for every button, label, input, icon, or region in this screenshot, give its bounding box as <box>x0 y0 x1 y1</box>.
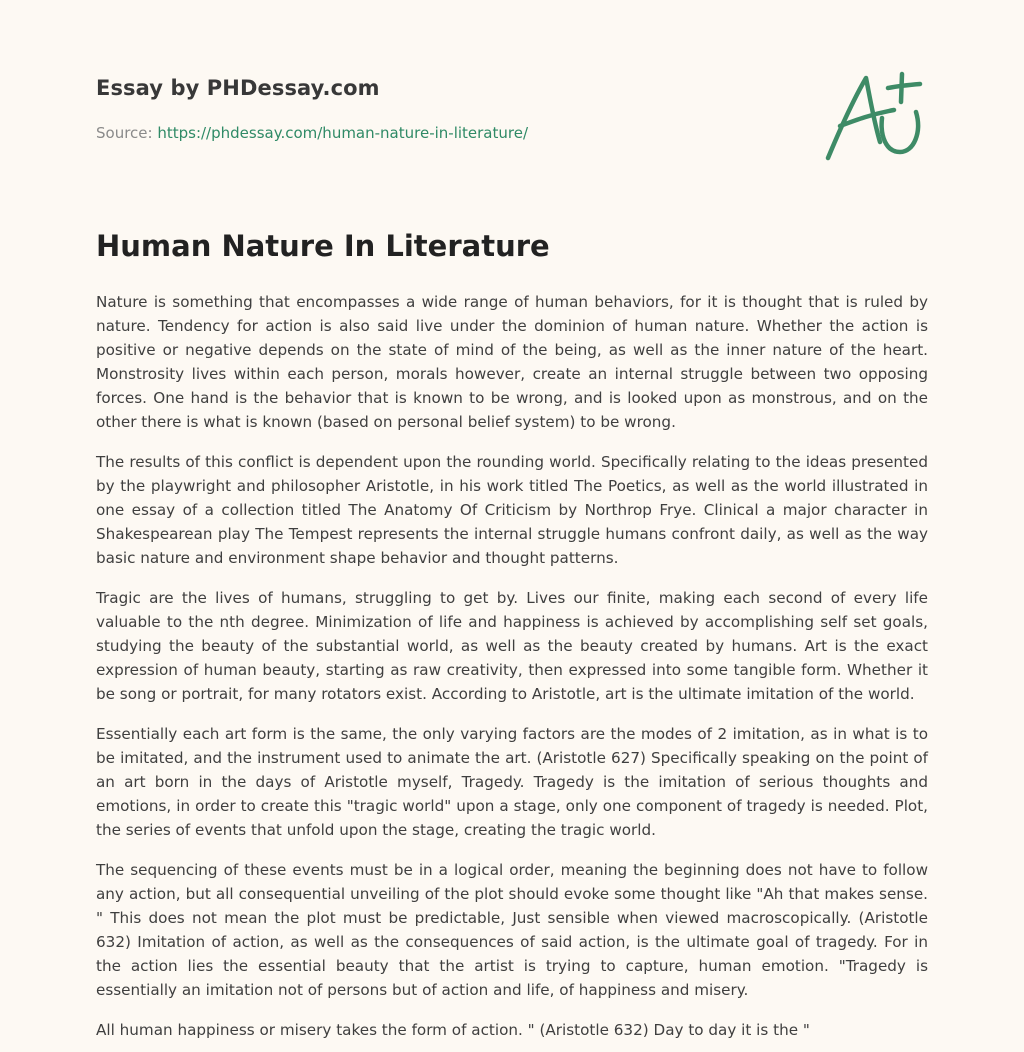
a-plus-logo-icon <box>824 68 928 164</box>
source-link[interactable]: https://phdessay.com/human-nature-in-literature/ <box>157 124 529 142</box>
source-label: Source: <box>96 124 158 142</box>
essay-paragraph: The results of this conflict is dependent upon the rounding world. Specifically relating to the ideas presented by the playwright and philosopher Aristotle, in his work titled The Poetics, as well as the world illustrated in one essay of a collection titled The Anatomy Of Criticism by Northrop Frye. Clinical a major character in Shakespearean play The Tempest represents the internal struggle humans confront daily, as well as the way basic nature and environment shape behavior and thought patterns. <box>96 453 928 567</box>
essay-paragraph: All human happiness or misery takes the form of action. " (Aristotle 632) Day to day it is the " <box>96 1021 810 1039</box>
source-line <box>96 124 528 142</box>
essay-paragraph: Nature is something that encompasses a wide range of human behaviors, for it is thought that is ruled by nature. Tendency for action is also said live under the dominion of human nature. Whether the action is positive or negative depends on the state of mind of the being, as well as the inner nature of the heart. Monstrosity lives within each person, morals however, create an internal struggle between two opposing forces. One hand is the behavior that is known to be wrong, and is looked upon as monstrous, and on the other there is what is known (based on personal belief system) to be wrong. <box>96 293 928 431</box>
essay-body <box>96 290 928 1042</box>
essay-paragraph: The sequencing of these events must be in a logical order, meaning the beginning does not have to follow any action, but all consequential unveiling of the plot should evoke some thought like "Ah that makes sense. " This does not mean the plot must be predictable, Just sensible when viewed macroscopically. (Aristotle 632) Imitation of action, as well as the consequences of said action, is the ultimate goal of tragedy. For in the action lies the essential beauty that the artist is trying to capture, human emotion. "Tragedy is essentially an imitation not of persons but of action and life, of happiness and misery. <box>96 861 928 999</box>
site-brand: Essay by PHDessay.com <box>96 76 380 100</box>
essay-title: Human Nature In Literature <box>96 229 550 263</box>
page-header <box>96 0 928 220</box>
essay-paragraph: Essentially each art form is the same, the only varying factors are the modes of 2 imitation, as in what is to be imitated, and the instrument used to animate the art. (Aristotle 627) Specifically speaking on the point of an art born in the days of Aristotle myself, Tragedy. Tragedy is the imitation of serious thoughts and emotions, in order to create this "tragic world" upon a stage, only one component of tragedy is needed. Plot, the series of events that unfold upon the stage, creating the tragic world. <box>96 725 928 839</box>
essay-paragraph: Tragic are the lives of humans, struggling to get by. Lives our finite, making each second of every life valuable to the nth degree. Minimization of life and happiness is achieved by accomplishing self set goals, studying the beauty of the substantial world, as well as the beauty created by humans. Art is the exact expression of human beauty, starting as raw creativity, then expressed into some tangible form. Whether it be song or portrait, for many rotators exist. According to Aristotle, art is the ultimate imitation of the world. <box>96 589 928 703</box>
